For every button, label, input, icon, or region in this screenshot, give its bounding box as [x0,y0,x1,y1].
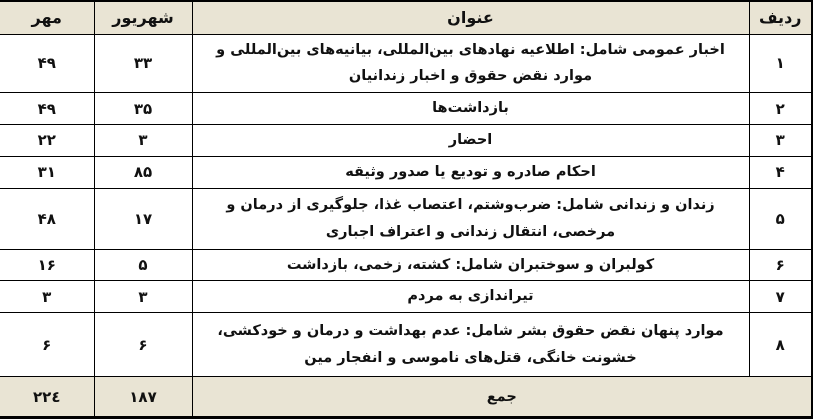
table-row [0,93,812,125]
header-row [0,1,812,34]
table-row [0,281,812,313]
shahrivar-cell: ۳ [94,124,192,156]
title-cell: تیراندازی به مردم [192,281,749,313]
sum-shahrivar-cell: ۱۸۷ [94,377,192,418]
mehr-cell: ۱۶ [0,249,94,281]
table-footer [0,377,812,418]
mehr-cell: ۴۹ [0,93,94,125]
mehr-cell: ۶ [0,313,94,377]
table-row [0,34,812,93]
mehr-cell: ۴۸ [0,188,94,249]
row-number-cell: ۳ [749,124,812,156]
title-cell: کولبران و سوختبران شامل: کشته، زخمی، بازداشت [192,249,749,281]
title-cell: اخبار عمومی شامل: اطلاعیه نهادهای بین‌المللی، بیانیه‌های بین‌المللی و موارد نقض حقوق و اخبار زندانیان [192,34,749,93]
table-header [0,1,812,34]
mehr-cell: ۳ [0,281,94,313]
title-cell: بازداشت‌ها [192,93,749,125]
row-number-cell: ۸ [749,313,812,377]
table-row [0,124,812,156]
row-number-cell: ۵ [749,188,812,249]
shahrivar-cell: ۱۷ [94,188,192,249]
sum-row [0,377,812,418]
sum-mehr-cell: ۲۲٤ [0,377,94,418]
shahrivar-cell: ۳۳ [94,34,192,93]
table-row [0,249,812,281]
row-number-cell: ۱ [749,34,812,93]
header-title: عنوان [192,1,749,34]
header-row-number: ردیف [749,1,812,34]
shahrivar-cell: ۸۵ [94,156,192,188]
mehr-cell: ۲۲ [0,124,94,156]
row-number-cell: ۲ [749,93,812,125]
title-cell: موارد پنهان نقض حقوق بشر شامل: عدم بهداشت و درمان و خودکشی، خشونت خانگی، قتل‌های ناموسی و انفجار مین [192,313,749,377]
mehr-cell: ۳۱ [0,156,94,188]
shahrivar-cell: ۶ [94,313,192,377]
title-cell: احکام صادره و تودیع یا صدور وثیقه [192,156,749,188]
sum-label-cell: جمع [192,377,812,418]
shahrivar-cell: ۳۵ [94,93,192,125]
header-shahrivar: شهریور [94,1,192,34]
row-number-cell: ۴ [749,156,812,188]
row-number-cell: ۷ [749,281,812,313]
shahrivar-cell: ۵ [94,249,192,281]
header-mehr: مهر [0,1,94,34]
mehr-cell: ۴۹ [0,34,94,93]
table-row [0,313,812,377]
table-body [0,34,812,377]
table-row [0,156,812,188]
table-row [0,188,812,249]
title-cell: زندان و زندانی شامل: ضرب‌وشتم، اعتصاب غذا، جلوگیری از درمان و مرخصی، انتقال زندانی و اعتراف اجباری [192,188,749,249]
row-number-cell: ۶ [749,249,812,281]
title-cell: احضار [192,124,749,156]
shahrivar-cell: ۳ [94,281,192,313]
